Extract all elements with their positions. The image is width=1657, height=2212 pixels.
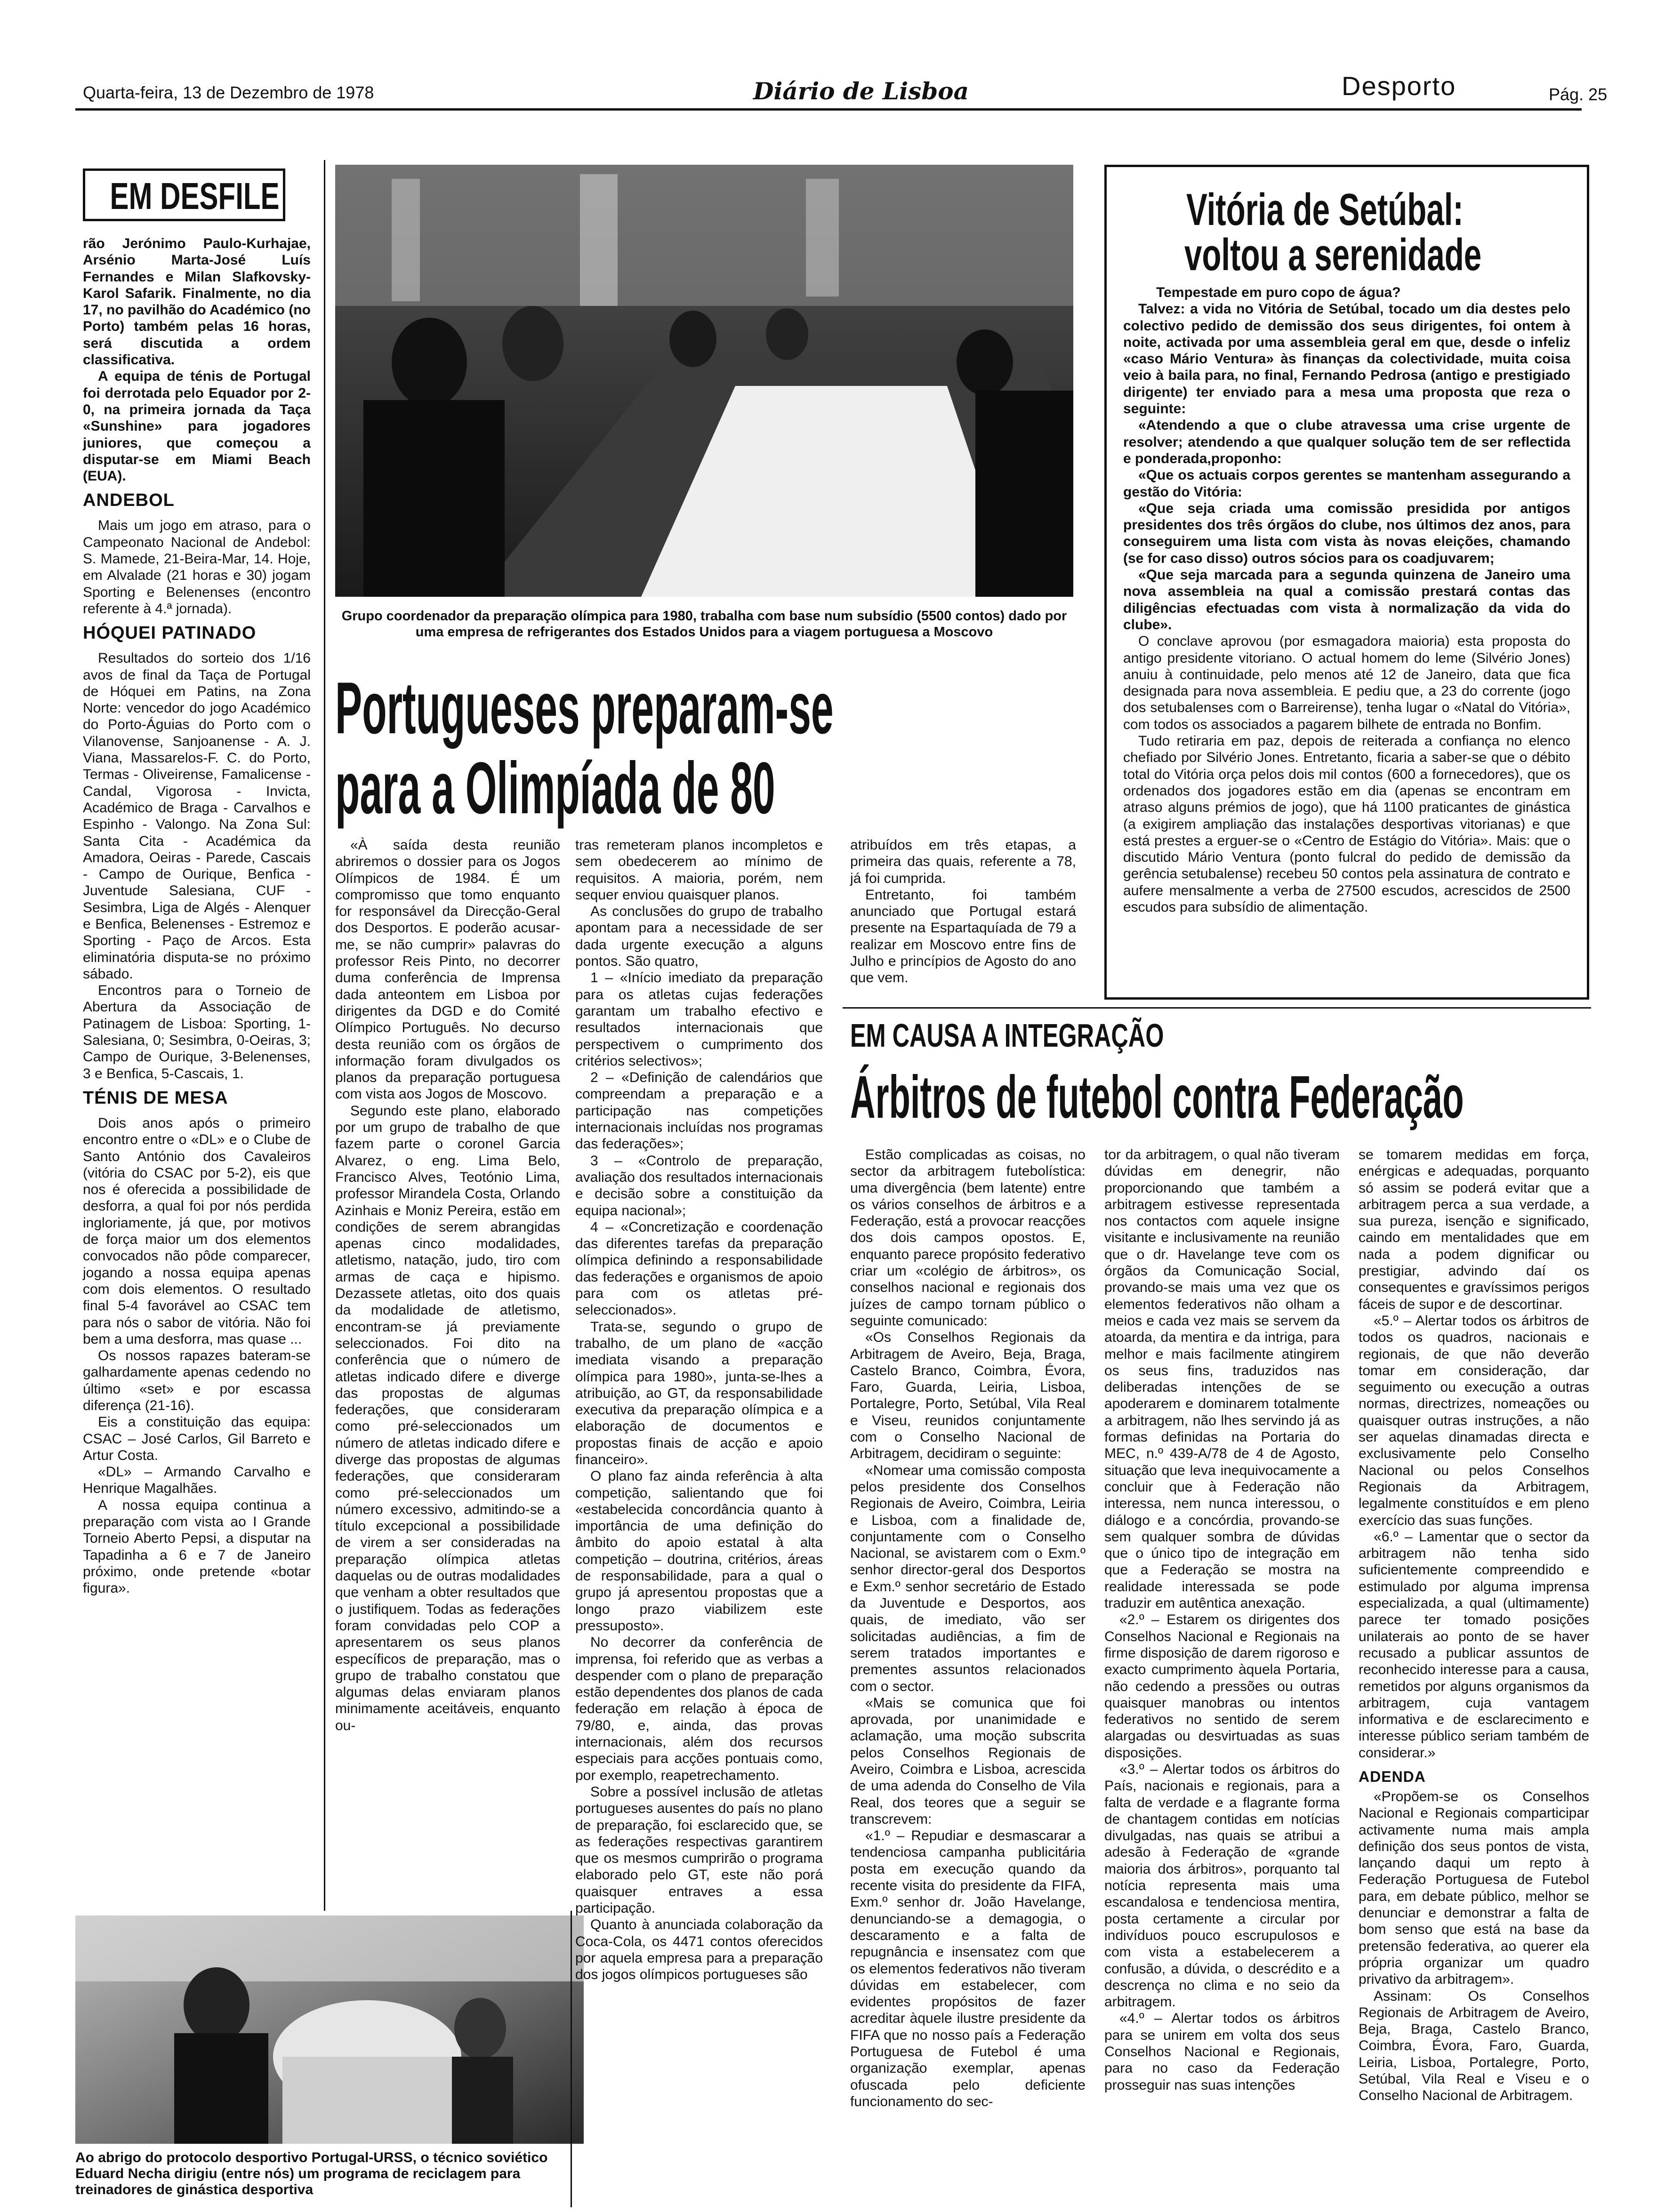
olympic-col3-p1: atribuídos em três etapas, a primeira das quais, referente a 78, já foi cumprida. [850,837,1076,886]
olympic-col2-p6: 4 – «Concretização e coordenação das diferentes tarefas da preparação olímpica definindo a responsabilidade das federações e organismos de apoio para com os atletas pré-seleccionados». [575,1219,823,1318]
arbitros-col1-p2: «Os Conselhos Regionais da Arbitragem de Aveiro, Beja, Braga, Castelo Branco, Coimbra, Évora, Faro, Guarda, Leiria, Lisboa, Portalegre, Porto, Setúbal, Vila Real e Viseu, reunidos conjuntamente com o Conselho Nacional de Arbitragem, decidiram o seguinte: [850,1330,1086,1462]
tenis-text-3: Eis a constituição das equipa: CSAC – José Carlos, Gil Barreto e Artur Costa. [83,1414,311,1463]
tenis-text-5: A nossa equipa continua a preparação com vista ao I Grande Torneio Aberto Pepsi, a disputar na Tapadinha a 6 e 7 de Janeiro próximo, onde pretende «botar figura». [83,1497,311,1596]
vitoria-p4: «Que os actuais corpos gerentes se mantenham assegurando a gestão do Vitória: [1123,467,1570,500]
header-rule [75,108,1582,111]
olympic-headline-1: Portugueses preparam-se [335,667,834,749]
olympic-col2-p7: Trata-se, segundo o grupo de trabalho, de um plano de «acção imediata visando a preparação olímpica para 1980», junta-se-lhes a atribuição, ao GT, da responsabilidade executiva da preparação olímpica e a elaboração de documentos e propostas finais de acção e apoio financeiro». [575,1319,823,1467]
olympic-col1-p1: «À saída desta reunião abriremos o dossier para os Jogos Olímpicos de 1984. É um compromisso que tomo enquanto for responsável da Direcção-Geral dos Desportos. E poderão acusar-me, se não cumprir» palavras do professor Reis Pinto, no decorrer duma conferência de Imprensa dada anteontem em Lisboa por dirigentes da DGD e do Comité Olímpico Português. No decurso desta reunião com os órgãos de informação foram divulgados os planos da preparação portuguesa com vista aos Jogos de Moscovo. [335,837,560,1102]
tenis-text-1: Dois anos após o primeiro encontro entre o «DL» e o Clube de Santo António dos Cavaleiros (vitória do CSAC por 5-2), eis que nos é oferecida a possibilidade de desforra, a qual foi por nós perdida ingloriamente, já que, por motivos de força maior um dos elementos convocados não pôde comparecer, jogando a nossa equipa apenas com dois elementos. O resultado final 5-4 favorável ao CSAC tem para nós o sabor de vitória. Não foi bem a uma desforra, mas quase ... [83,1115,311,1347]
arbitros-col1-p5: «1.º – Repudiar e desmascarar a tendenciosa campanha publicitária posta em execução quando da recente visita do presidente da FIFA, Exm.º senhor dr. João Havelange, denunciando-se a demagogia, o descaramento e a falta de repugnância e insensatez com que os elementos federativos não tiveram dúvidas em estabelecer, com evidentes propósitos de fazer acreditar àquele ilustre presidente da FIFA que no nosso país a Federação Portuguesa de Futebol é uma organização exemplar, apenas ofuscada pelo deficiente funcionamento do sec- [850,1828,1086,2109]
vitoria-p8: Tudo retiraria em paz, depois de reiterada a confiança no elenco chefiado por Silvério Jones. Entretanto, ficaria a saber-se que o débito total do Vitória orça pelos dois mil contos (600 a fornecedores), que os ordenados dos jogadores estão em dia (apenas se encontram em atraso alguns prémios de jogo), que há 1100 praticantes de ginástica (a exigirem ampliação das instalações desportivas vitorianas) e que está prestes a erguer-se o «Centro de Estágio do Vitória». Mais: que o discutido Mário Ventura (ponto fulcral do pedido de demissão da gerência setubalense) recebeu 50 contos pela assinatura de contrato e aufere mensalmente a verba de 27500 escudos, acrescidos de 2500 escudos para subsídio de alimentação. [1123,733,1570,915]
olympic-col2-p10: Sobre a possível inclusão de atletas portugueses ausentes do país no plano de preparação, foi esclarecido que, se as federações respectivas garantirem que os mesmos cumprirão o programa elaborado pelo GT, este não porá quaisquer entraves a essa participação. [575,1784,823,1916]
header-date: Quarta-feira, 13 de Dezembro de 1978 [83,83,374,102]
left-column-rule [324,160,325,1911]
desfile-intro-2: A equipa de ténis de Portugal foi derrotada pelo Equador por 2-0, na primeira jornada da Taça «Sunshine» para jogadores juniores, que começou a disputar-se em Miami Beach (EUA). [83,369,311,484]
olympic-col-1 [335,837,560,1733]
tenis-text-2: Os nossos rapazes bateram-se galhardamente apenas cedendo no último «set» e por escassa diferença (21-16). [83,1348,311,1413]
arbitros-col-1 [850,1146,1086,2205]
olympic-col2-p11: Quanto à anunciada colaboração da Coca-Cola, os 4471 contos oferecidos por aquela empresa para a preparação dos jogos olímpicos portugueses são [575,1917,823,1983]
olympic-photo-caption: Grupo coordenador da preparação olímpica para 1980, trabalha com base num subsídio (5500 contos) dado por uma empresa de refrigerantes dos Estados Unidos para a viagem portuguesa a Moscovo [341,609,1067,640]
arbitros-col3-p2: «5.º – Alertar todos os árbitros de todos os quadros, nacionais e regionais, de que não deverão tomar em consideração, dar seguimento ou execução a outras normas, directrizes, nomeações ou quaisquer outras instruções, a não ser aquelas dinamadas directa e exclusivamente pelo Conselho Nacional ou pelos Conselhos Regionais da Arbitragem, legalmente constituídos e em pleno exercício das suas funções. [1359,1313,1589,1528]
arbitros-col-3 [1359,1146,1589,2205]
vitoria-p3: «Atendendo a que o clube atravessa uma crise urgente de resolver; atendendo a que qualquer solução tem de ser reflectida e ponderada,proponho: [1123,417,1570,466]
page-number: Pág. 25 [1549,85,1608,104]
olympic-col2-p4: 2 – «Definição de calendários que compreendam a preparação e a participação nas competições internacionais incluídas nos programas das federações»; [575,1070,823,1152]
tenis-text-4: «DL» – Armando Carvalho e Henrique Magalhães. [83,1464,311,1497]
vitoria-p2: Talvez: a vida no Vitória de Setúbal, tocado um dia destes pelo colectivo pedido de demissão dos seus dirigentes, foi ontem à noite, activada por uma assembleia geral em que, desde o infeliz «caso Mário Ventura» às finanças da colectividade, muita coisa veio à baila para, no final, Fernando Pedrosa (antigo e prestigiado dirigente) ter enviado para a mesa uma proposta que reza o seguinte: [1123,301,1570,417]
olympic-headline-2: para a Olimpíada de 80 [335,747,775,829]
vitoria-p5: «Que seja criada uma comissão presidida por antigos presidentes dos três órgãos do clube, nos últimos dez anos, para conseguirem uma lista com vista às novas eleições, chamando (se for caso disso) outros sócios para os coadjuvarem; [1123,500,1570,566]
adenda-heading: ADENDA [1359,1768,1426,1785]
vitoria-text [1123,284,1570,990]
arbitros-col2-p2: «2.º – Estarem os dirigentes dos Conselhos Nacional e Regionais na firme disposição de darem rigoroso e exacto cumprimento àquela Portaria, não cedendo a pressões ou outras quaisquer manobras ou intentos federativos no sentido de serem alargadas ou desvirtuadas as suas disposições. [1104,1612,1340,1761]
desfile-intro-1: rão Jerónimo Paulo-Kurhajae, Arsénio Marta-José Luís Fernandes e Milan Slafkovsky-Karol Safarik. Finalmente, no dia 17, no pavilhão do Académico (no Porto) também pelas 16 horas, será discutida a ordem classificativa. [83,236,311,368]
desfile-title-box [83,168,285,221]
arbitros-top-rule [843,1007,1591,1009]
andebol-text: Mais um jogo em atraso, para o Campeonato Nacional de Andebol: S. Mamede, 21-Beira-Mar, 14. Hoje, em Alvalade (21 horas e 30) jogam Sporting e Belenenses (encontro referente à 4.ª jornada). [83,518,311,617]
olympic-col2-p5: 3 – «Controlo de preparação, avaliação dos resultados internacionais e decisão sobre a constituição da equipa nacional»; [575,1153,823,1218]
hoquei-text-1: Resultados do sorteio dos 1/16 avos de final da Taça de Portugal de Hóquei em Patins, na Zona Norte: vencedor do jogo Académico do Porto-Águias do Porto com o Vilanovense, Sanjoanense - A. J. Viana, Massarelos-F. C. do Porto, Termas - Oliveirense, Famalicense - Candal, Vigorosa - Invicta, Académico de Braga - Carvalhos e Espinho - Valongo. Na Zona Sul: Santa Cita - Académica da Amadora, Oeiras - Parede, Cascais - Campo de Ourique, Benfica - Juventude Salesiana, CUF - Sesimbra, Liga de Algés - Alenquer e Benfica, Belenenses - Estremoz e Sporting - Paço de Arcos. Esta eliminatória disputa-se no próximo sábado. [83,650,311,982]
hoquei-text-2: Encontros para o Torneio de Abertura da Associação de Patinagem de Lisboa: Sporting, 1-Salesiana, 0; Sesimbra, 0-Oeiras, 3; Campo de Ourique, 3-Belenenses, 3 e Benfica, 5-Cascais, 1. [83,983,311,1082]
arbitros-col2-p1: tor da arbitragem, o qual não tiveram dúvidas em denegrir, não proporcionando que também a arbitragem estivesse representada nos contactos com aquele insigne visitante e inclusivamente na reunião que o dr. Havelange teve com os órgãos da Comunicação Social, provando-se mais uma vez que os elementos federativos não olham a meios e cada vez mais se servem da atoarda, da mentira e da intriga, para melhor e mais facilmente atingirem os seus fins, traduzidos nas deliberadas intenções de se apoderarem e dominarem totalmente a arbitragem, não lhes servindo já as formas definidas na Portaria do MEC, n.º 439-A/78 de 4 de Agosto, situação que leva inequivocamente a concluir que à Federação não interessa, nem nunca interessou, o diálogo e a concórdia, provando-se sem qualquer sombra de dúvidas que o único tipo de integração em que a Federação se mostra na realidade interessada se pode traduzir em autêntica anexação. [1104,1147,1340,1611]
arbitros-col1-p4: «Mais se comunica que foi aprovada, por unanimidade e aclamação, uma moção subscrita pelos Conselhos Regionais de Aveiro, Coimbra e Lisboa, acrescida de uma adenda do Conselho de Vila Real, dos teores que a seguir se transcrevem: [850,1695,1086,1827]
desfile-column [83,235,311,1911]
adenda-p1: «Propõem-se os Conselhos Nacional e Regionais comparticipar activamente numa mais ampla definição dos seus pontos de vista, lançando daqui um repto à Federação Portuguesa de Futebol para, em debate público, melhor se denunciar e demonstrar a falta de bom senso que está na base da pretensão federativa, ao querer ela própria organizar um quadro privativo da arbitragem». [1359,1788,1589,1988]
adenda-p2: Assinam: Os Conselhos Regionais de Arbitragem de Aveiro, Beja, Braga, Castelo Branco, Coimbra, Évora, Faro, Guarda, Leiria, Lisboa, Portalegre, Porto, Setúbal, Vila Real e Viseu e o Conselho Nacional de Arbitragem. [1359,1988,1589,2104]
vitoria-p7: O conclave aprovou (por esmagadora maioria) esta proposta do antigo presidente vitoriano. O actual homem do leme (Silvério Jones) anuiu à continuidade, pelo menos até 12 de Janeiro, data que fica designada para nova assembleia. E pediu que, a 23 do corrente (jogo dos setubalenses com o Barreirense), tenha lugar o «Natal do Vitória», com todos os associados a pagarem bilhete de entrada no Bonfim. [1123,633,1570,732]
olympic-col2-p2: As conclusões do grupo de trabalho apontam para a necessidade de ser dada urgente execução a alguns pontos. São quatro, [575,904,823,970]
arbitros-col2-p3: «3.º – Alertar todos os árbitros do País, nacionais e regionais, para a falta de verdade e a flagrante forma de chantagem contidas em notícias divulgadas, nas quais se atribui a adesão à Federação de «grande maioria dos árbitros», porquanto tal notícia representa mais uma escandalosa e tendenciosa mentira, posta certamente a circular por indivíduos pouco escrupulosos e com vista a estabelecerem a confusão, a dúvida, o descrédito e a descrença no clima e no seio da arbitragem. [1104,1761,1340,2010]
olympic-bottom-rule [571,1911,572,2207]
arbitros-col2-p4: «4.º – Alertar todos os árbitros para se unirem em volta dos seus Conselhos Nacional e Regionais, para no caso da Federação prosseguir nas suas intenções [1104,2011,1340,2093]
vitoria-p6: «Que seja marcada para a segunda quinzena de Janeiro uma nova assembleia na qual a comissão prestará contas das diligências efectuadas com vista à normalização da vida do clube». [1123,567,1570,633]
arbitros-col1-p3: «Nomear uma comissão composta pelos presidente dos Conselhos Regionais de Aveiro, Coimbra, Leiria e Lisboa, com a finalidade de, conjuntamente com o Conselho Nacional, se avistarem com o Exm.º senhor director-geral dos Desportos e Exm.º senhor secretário de Estado da Juventude e Desportos, aos quais, de imediato, vão ser solicitadas audiências, a fim de serem tratados importantes e prementes assuntos relacionados com o sector. [850,1462,1086,1694]
desfile-title: EM DESFILE [110,175,280,217]
masthead: Diário de Lisboa [753,77,969,105]
tenis-heading: TÉNIS DE MESA [83,1088,228,1108]
olympic-committee-photo [335,165,1073,597]
arbitros-kicker: EM CAUSA A INTEGRAÇÃO [850,1017,1164,1054]
olympic-col2-p3: 1 – «Início imediato da preparação para os atletas cujas federações garantam um trabalho efectivo e resultados internacionais que perspectivem o cumprimento dos critérios selectivos»; [575,970,823,1069]
olympic-col-3 [850,837,1076,986]
gymnastics-photo [75,1915,584,2144]
andebol-heading: ANDEBOL [83,490,175,511]
arbitros-col3-p1: se tomarem medidas em força, enérgicas e adequadas, porquanto só assim se poderá evitar que a arbitragem perca a sua verdade, a sua pureza, isenção e significado, caindo em mentalidades que em nada a podem dignificar ou prestigiar, advindo daí os consequentes e gravíssimos perigos fáceis de supor e de descortinar. [1359,1147,1589,1312]
arbitros-col-2 [1104,1146,1340,2205]
section-label: Desporto [1342,71,1456,101]
olympic-col2-p9: No decorrer da conferência de imprensa, foi referido que as verbas a despender com o plano de preparação estão dependentes dos planos de cada federação em relação à época de 79/80, e, ainda, das provas internacionais, além dos recursos especiais para acções pontuais como, por exemplo, reapetrechamento. [575,1635,823,1783]
vitoria-title-2: voltou a serenidade [1184,230,1482,280]
arbitros-col1-p1: Estão complicadas as coisas, no sector da arbitragem futebolística: uma divergência (bem latente) entre os vários conselhos de árbitros e a Federação, está a provocar reacções dos dois campos opostos. E, enquanto parece propósito federativo criar um «colégio de árbitros», os conselhos nacional e regionais dos juízes de campo tornam público o seguinte comunicado: [850,1147,1086,1329]
olympic-col2-p8: O plano faz ainda referência à alta competição, salientando que foi «estabelecida concordância quanto à importância de uma definição do âmbito do apoio estatal à alta competição – doutrina, critérios, áreas de responsabilidade, para a qual o grupo já apresentou propostas que a longo prazo viabilizem este pressuposto». [575,1468,823,1634]
hoquei-heading: HÓQUEI PATINADO [83,623,257,643]
olympic-col2-p1: tras remeteram planos incompletos e sem obedecerem ao mínimo de requisitos. A maioria, porém, nem sequer enviou quaisquer planos. [575,837,823,903]
vitoria-title-1: Vitória de Setúbal: [1186,184,1464,235]
olympic-col1-p2: Segundo este plano, elaborado por um grupo de trabalho de que fazem parte o coronel Garcia Alvarez, o eng. Lima Belo, Francisco Alves, Teotónio Lima, professor Mirandela Costa, Orlando Azinhais e Moniz Pereira, estão em condições de serem abrangidas apenas cinco modalidades, atletismo, natação, judo, tiro com armas de caça e hipismo. Dezassete atletas, oito dos quais da modalidade de atletismo, encontram-se já previamente seleccionados. Foi dito na conferência que o número de atletas indicado difere e diverge das propostas de algumas federações, que consideraram como pré-seleccionados um número de atletas indicado difere e diverge das propostas de algumas federações, que consideraram como pré-seleccionados um número excessivo, admitindo-se a título excepcional a possibilidade de virem a ser consideradas na preparação olímpica atletas daquelas ou de outras modalidades que venham a obter resultados que o justifiquem. Todas as federações foram convidadas pelo COP a apresentarem os seus planos específicos de preparação, mas o grupo de trabalho constatou que algumas delas enviaram planos minimamente aceitáveis, enquanto ou- [335,1103,560,1733]
arbitros-col3-p3: «6.º – Lamentar que o sector da arbitragem não tenha sido suficientemente compreendido e estimulado por alguma imprensa especializada, a qual (ultimamente) parece ter tomado posições unilaterais ao ponto de se haver recusado a publicar assuntos de reconhecido interesse para a causa, remetidos por alguns organismos da arbitragem, cuja vantagem informativa e de esclarecimento e interesse público seriam também de considerar.» [1359,1529,1589,1761]
gymnastics-photo-caption: Ao abrigo do protocolo desportivo Portugal-URSS, o técnico soviético Eduard Necha dirigiu (entre nós) um programa de reciclagem para treinadores de ginástica desportiva [75,2150,548,2197]
olympic-col-2 [575,837,823,2210]
vitoria-p1: Tempestade em puro copo de água? [1156,285,1401,300]
olympic-col3-p2: Entretanto, foi também anunciado que Portugal estará presente na Espartaquíada de 79 a realizar em Moscovo entre fins de Julho e princípios de Agosto do ano que vem. [850,887,1076,986]
arbitros-headline: Árbitros de futebol contra Federação [850,1064,1464,1131]
